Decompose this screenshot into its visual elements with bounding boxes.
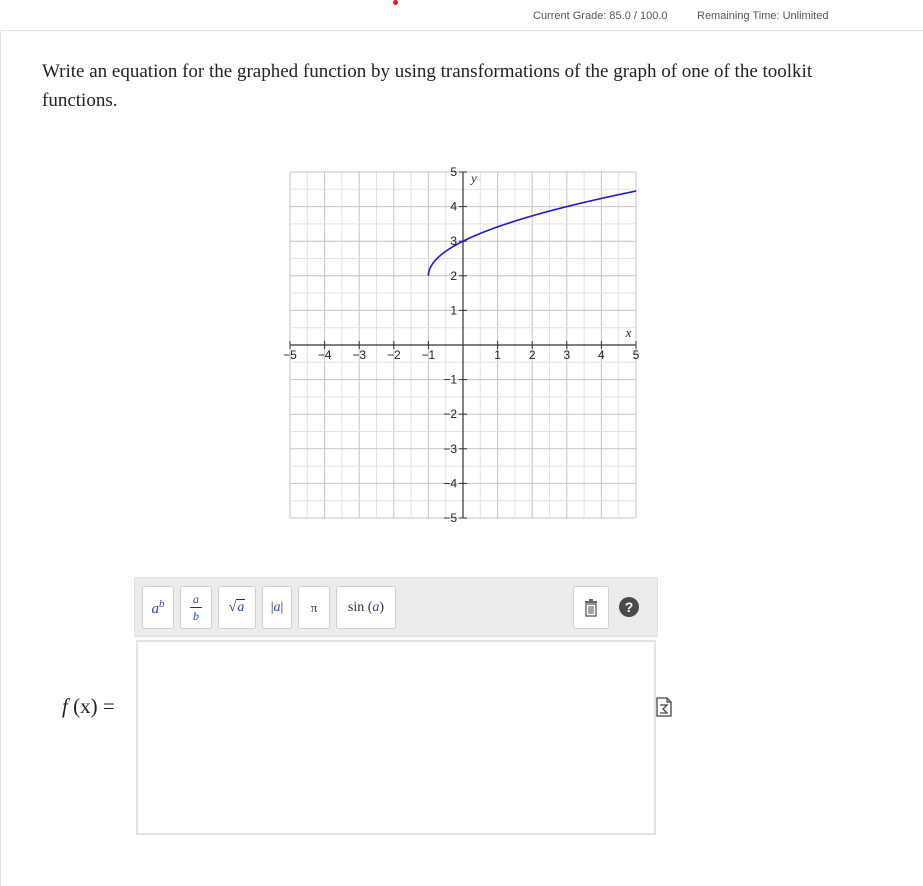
function-name: f (62, 694, 68, 718)
y-tick-label: 3 (450, 234, 457, 249)
answer-input[interactable] (136, 640, 656, 835)
y-tick-label: 5 (450, 165, 457, 179)
sin-label: sin (347, 599, 365, 615)
x-axis-label: x (625, 325, 632, 340)
notification-dot (393, 0, 398, 5)
top-status-bar (0, 0, 923, 31)
sqrt-argument: a (237, 600, 245, 615)
equation-editor-icon[interactable] (656, 697, 672, 717)
y-tick-label: −2 (443, 407, 457, 422)
remaining-time: Remaining Time: Unlimited (697, 10, 829, 22)
fraction-denominator: b (193, 609, 199, 623)
x-tick-label: 4 (598, 348, 605, 362)
answer-label (62, 694, 115, 719)
x-tick-label: 2 (528, 348, 536, 362)
function-argument: (x) = (73, 694, 115, 718)
x-tick-label: −3 (352, 348, 367, 362)
sin-close-paren: ) (379, 599, 385, 615)
delete-button[interactable] (573, 586, 609, 629)
sin-button[interactable] (336, 586, 396, 629)
fraction-numerator: a (193, 592, 199, 606)
help-button[interactable]: ? (619, 597, 639, 617)
abs-left-bar: | (270, 599, 274, 615)
power-base: a (151, 600, 159, 617)
sqrt-symbol: √ (228, 599, 237, 615)
question-text: Write an equation for the graphed function by using transformations of the graph of one of the toolkit functions. (42, 61, 813, 111)
y-tick-label: 4 (450, 199, 457, 214)
x-tick-label: 5 (632, 348, 640, 362)
y-tick-label: 2 (450, 268, 457, 283)
power-exponent: b (159, 597, 165, 610)
math-toolbar (134, 577, 658, 637)
abs-argument: a (273, 599, 281, 615)
left-divider (0, 31, 1, 886)
y-axis-label: y (471, 170, 477, 186)
pi-symbol: π (310, 599, 318, 615)
sin-argument: a (372, 599, 380, 615)
sqrt-button[interactable] (218, 586, 256, 629)
x-tick-label: −1 (421, 348, 436, 362)
x-tick-label: −4 (317, 348, 332, 362)
y-tick-label: −1 (443, 372, 457, 387)
pi-button[interactable] (298, 586, 330, 629)
power-button[interactable] (142, 586, 174, 629)
x-tick-label: 3 (563, 348, 571, 362)
y-tick-label: 1 (450, 303, 457, 318)
y-tick-label: −3 (443, 441, 457, 456)
trash-icon (584, 599, 598, 617)
y-tick-label: −4 (443, 476, 457, 491)
y-tick-label: −5 (443, 511, 457, 525)
absolute-value-button[interactable] (262, 586, 292, 629)
abs-right-bar: | (280, 599, 284, 615)
x-tick-label: −5 (283, 348, 297, 362)
function-graph (280, 160, 650, 530)
fraction-button[interactable] (180, 586, 212, 629)
x-tick-label: −2 (386, 348, 401, 362)
current-grade: Current Grade: 85.0 / 100.0 (533, 10, 668, 22)
sin-open-paren: ( (367, 599, 373, 615)
x-tick-label: 1 (494, 348, 501, 362)
